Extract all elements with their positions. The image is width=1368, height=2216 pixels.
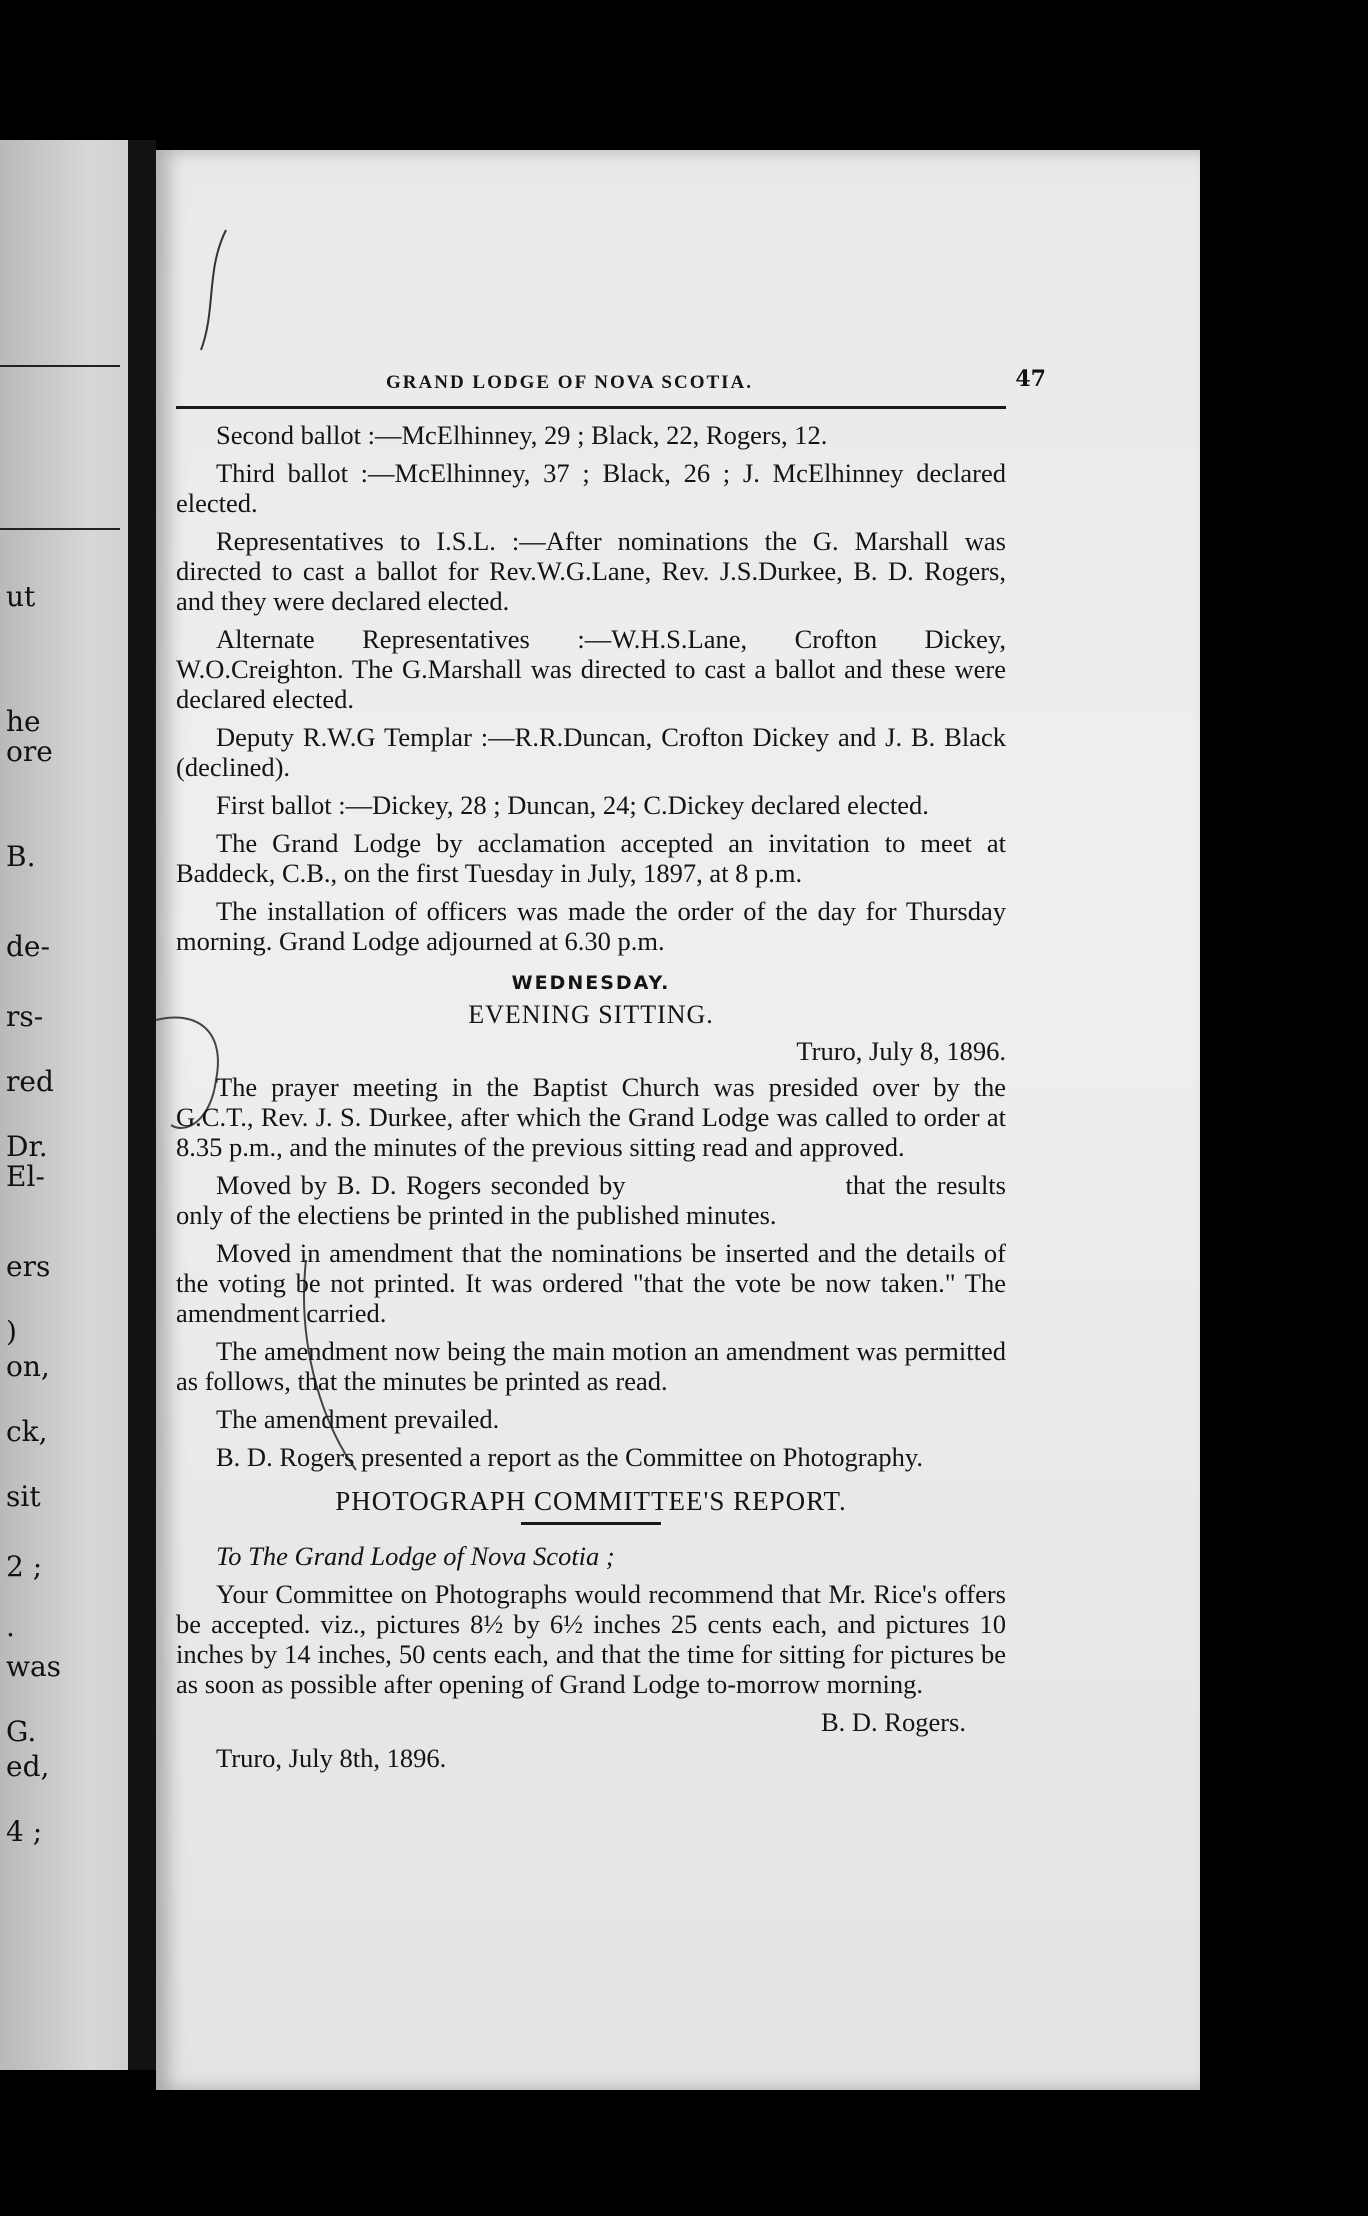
report-signature: B. D. Rogers. (820, 1707, 966, 1737)
paragraph-motion (176, 1170, 1006, 1230)
paragraph: The prayer meeting in the Baptist Church was presided over by the G.C.T., Rev. J. S. Durkee, after which the Grand Lodge was called to order at 8.35 p.m., and the minutes of the previous sitting read and approved. (176, 1072, 1006, 1162)
facing-page-fragment: de- (6, 930, 50, 963)
facing-page-fragment: ers (6, 1250, 51, 1283)
facing-page-fragment: ) (6, 1315, 17, 1348)
section-sitting-heading: EVENING SITTING. (468, 1000, 714, 1029)
facing-page-rule (0, 365, 120, 367)
motion-text-cont: that the results only of the electiens be printed in the published minutes. (176, 1170, 1006, 1230)
facing-page-edge (0, 140, 130, 2070)
facing-page-fragment: ed, (6, 1750, 50, 1783)
facing-page-fragment: G. (6, 1715, 37, 1748)
report-rule (521, 1522, 661, 1525)
report-salutation: To The Grand Lodge of Nova Scotia ; (216, 1541, 615, 1571)
paragraph: Representatives to I.S.L. :—After nominations the G. Marshall was directed to cast a ballot for Rev.W.G.Lane, Rev. J.S.Durkee, B. D. Rogers, and they were declared elected. (176, 526, 1006, 616)
paragraph: The Grand Lodge by acclamation accepted an invitation to meet at Baddeck, C.B., on the first Tuesday in July, 1897, at 8 p.m. (176, 828, 1006, 888)
facing-page-fragment: 4 ; (6, 1815, 43, 1848)
facing-page-fragment: ut (6, 580, 36, 613)
facing-page-fragment: red (6, 1065, 54, 1098)
page-number: 47 (1015, 366, 1046, 392)
facing-page-fragment: 2 ; (6, 1550, 43, 1583)
book-gutter (128, 140, 156, 2070)
report-date: Truro, July 8th, 1896. (216, 1743, 447, 1773)
running-header (176, 366, 1046, 412)
paragraph: The installation of officers was made the order of the day for Thursday morning. Grand Lodge adjourned at 6.30 p.m. (176, 896, 1006, 956)
paragraph: The amendment prevailed. (216, 1404, 500, 1434)
paragraph: First ballot :—Dickey, 28 ; Duncan, 24; C.Dickey declared elected. (216, 790, 929, 820)
facing-page-fragment: on, (6, 1350, 50, 1383)
motion-text: Moved by B. D. Rogers seconded by (216, 1170, 626, 1200)
dateline: Truro, July 8, 1896. (796, 1036, 1006, 1066)
facing-page-fragment: El- (6, 1160, 45, 1193)
paragraph: Second ballot :—McElhinney, 29 ; Black, 22, Rogers, 12. (216, 420, 828, 450)
paragraph: Alternate Representatives :—W.H.S.Lane, Crofton Dickey, W.O.Creighton. The G.Marshall was directed to cast a ballot and these were declared elected. (176, 624, 1006, 714)
facing-page-rule (0, 528, 120, 530)
section-day-heading: WEDNESDAY. (511, 972, 671, 994)
facing-page-fragment: . (6, 1610, 15, 1643)
report-heading: PHOTOGRAPH COMMITTEE'S REPORT. (335, 1486, 847, 1516)
facing-page-fragment: rs- (6, 1000, 44, 1033)
running-title: GRAND LODGE OF NOVA SCOTIA. (386, 372, 754, 393)
page-body (176, 420, 1006, 1781)
paragraph: B. D. Rogers presented a report as the Committee on Photography. (216, 1442, 924, 1472)
facing-page-fragment: sit (6, 1480, 41, 1513)
paragraph: Moved in amendment that the nominations be inserted and the details of the voting be not printed. It was ordered "that the vote be now taken." The amendment carried. (176, 1238, 1006, 1328)
header-rule (176, 406, 1006, 409)
facing-page-fragment: was (6, 1650, 62, 1683)
facing-page-fragment: ck, (6, 1415, 48, 1448)
report-body: Your Committee on Photographs would recommend that Mr. Rice's offers be accepted. viz., pictures 8½ by 6½ inches 25 cents each, and pictures 10 inches by 14 inches, 50 cents each, and that the time for sitting for pictures be as soon as possible after opening of Grand Lodge to-morrow morning. (176, 1579, 1006, 1699)
facing-page-fragment: he (6, 705, 41, 738)
facing-page-fragment: Dr. (6, 1130, 48, 1163)
paragraph: Deputy R.W.G Templar :—R.R.Duncan, Crofton Dickey and J. B. Black (declined). (176, 722, 1006, 782)
paragraph: Third ballot :—McElhinney, 37 ; Black, 26 ; J. McElhinney declared elected. (176, 458, 1006, 518)
facing-page-fragment: ore (6, 735, 53, 768)
paragraph: The amendment now being the main motion an amendment was permitted as follows, that the minutes be printed as read. (176, 1336, 1006, 1396)
book-page (156, 150, 1200, 2090)
facing-page-fragment: B. (6, 840, 36, 873)
